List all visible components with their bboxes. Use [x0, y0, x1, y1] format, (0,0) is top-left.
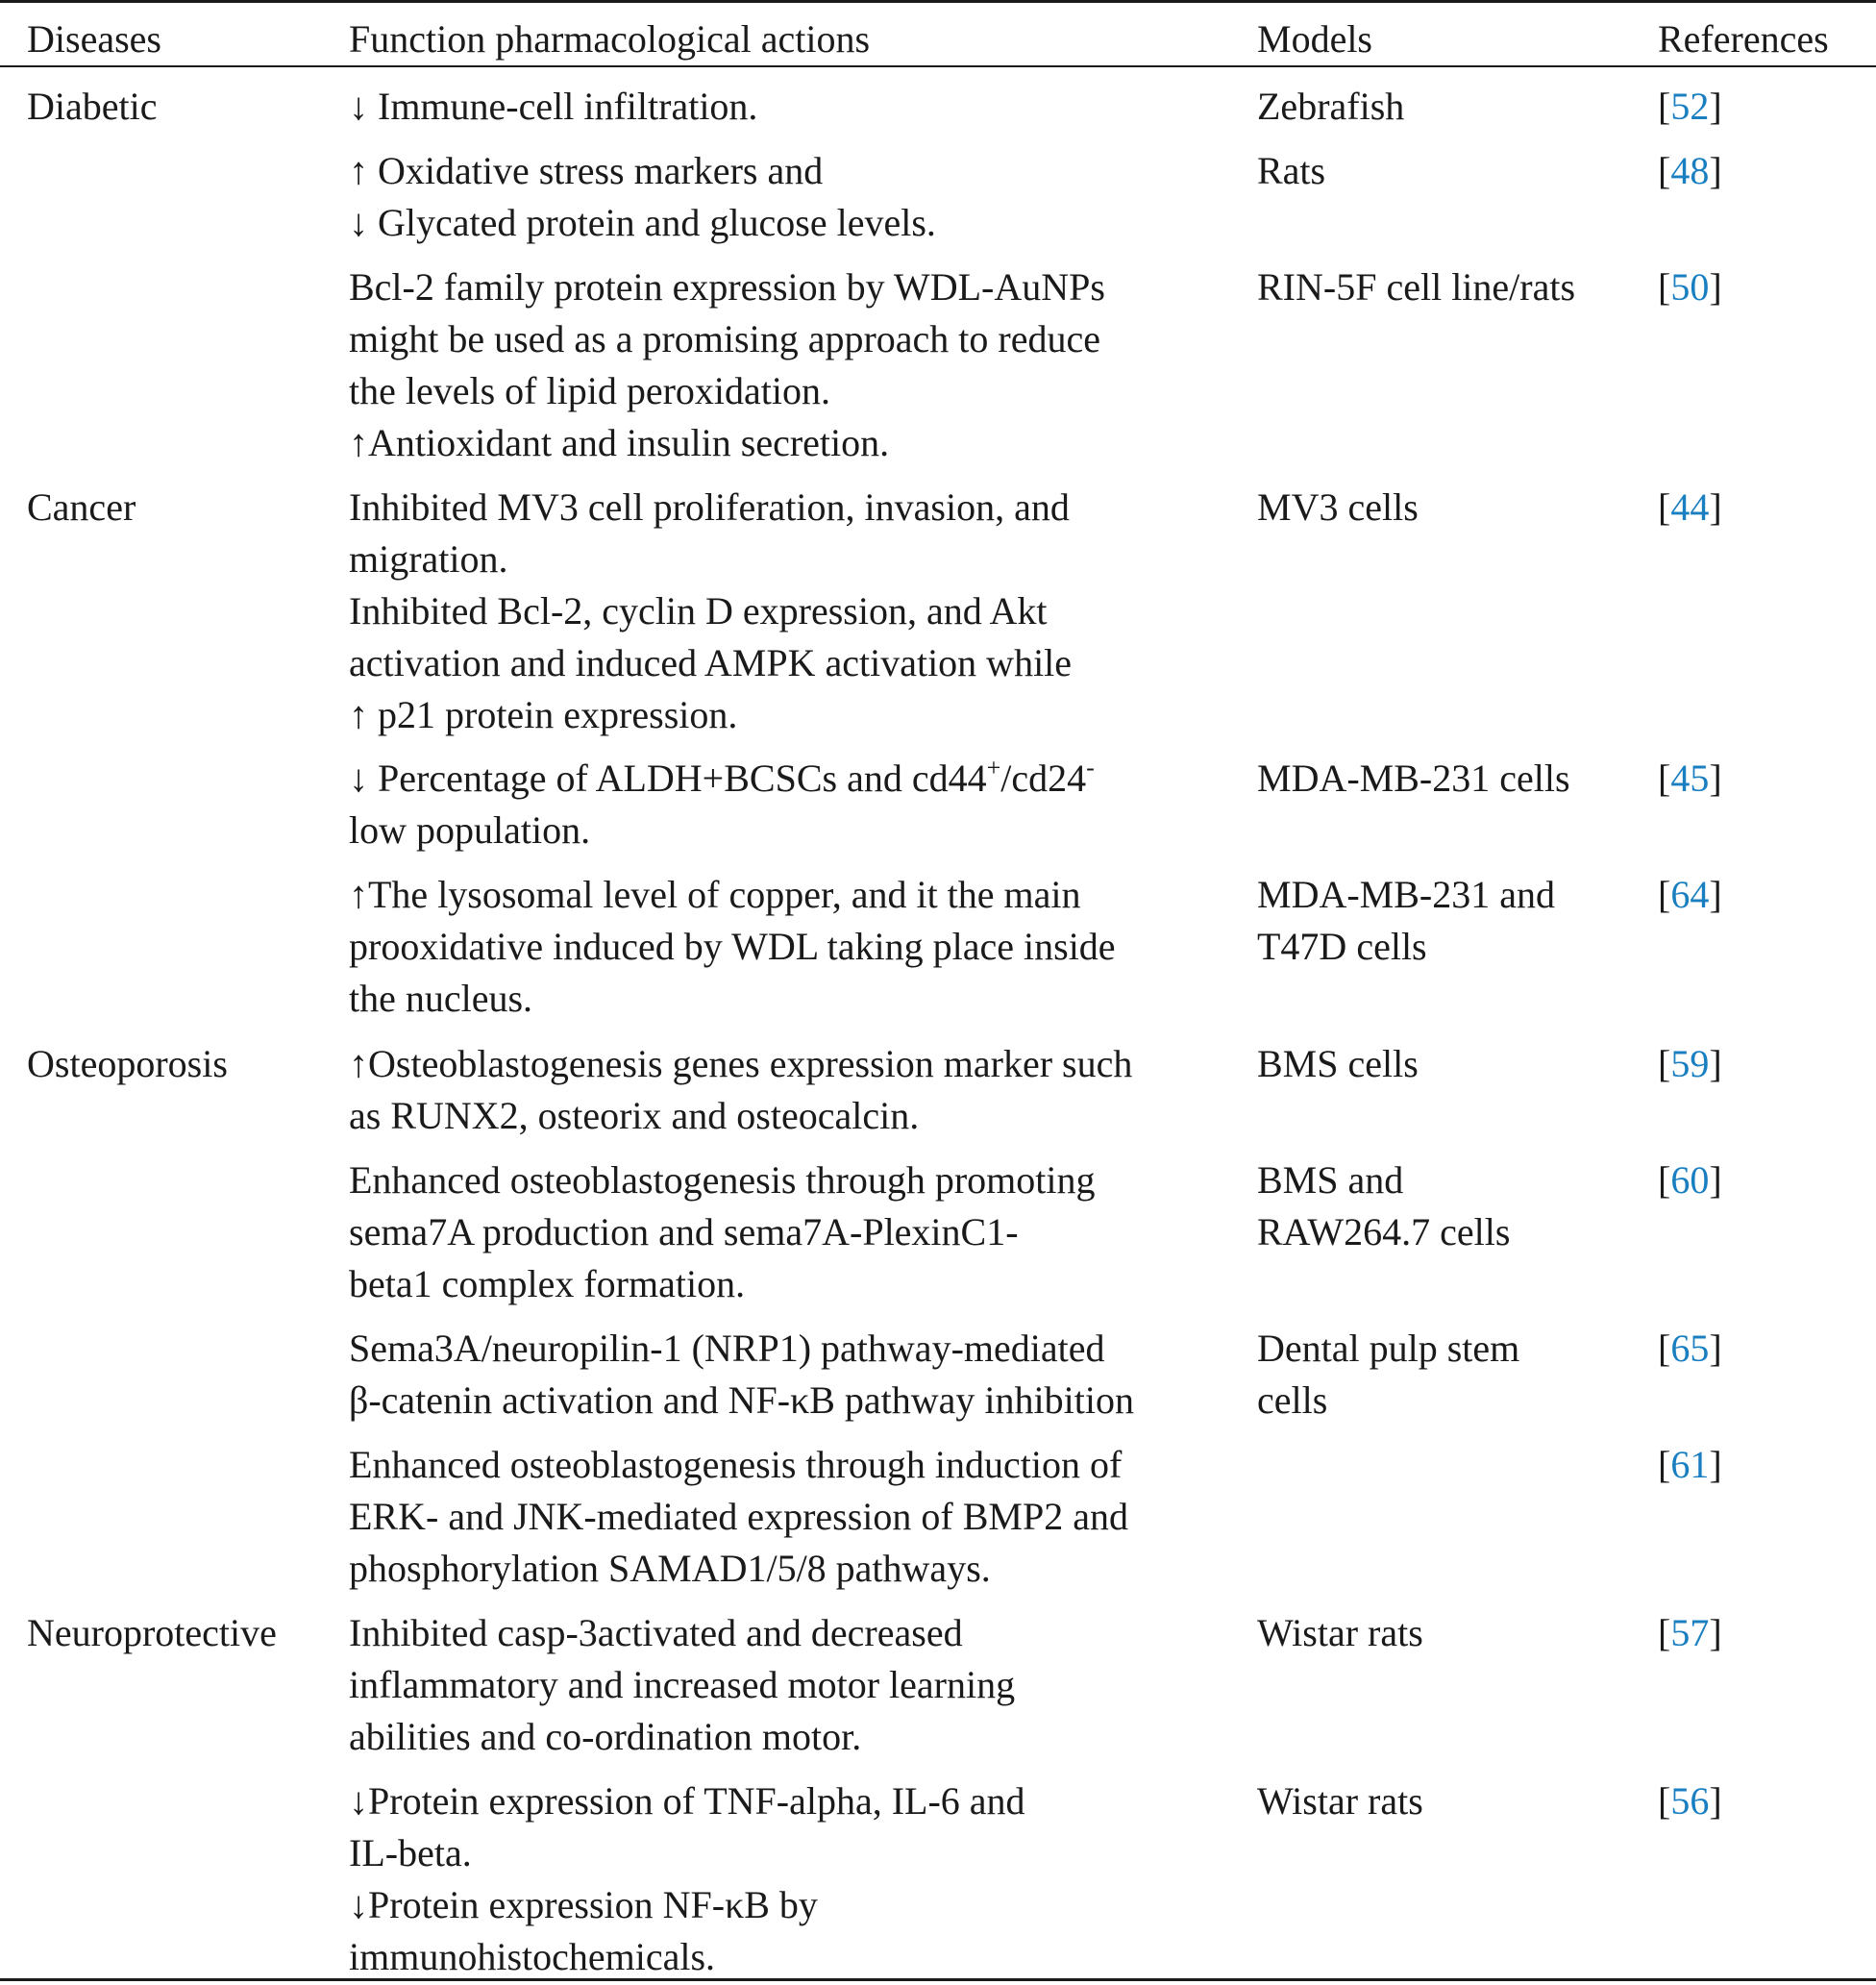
row-model: MDA-MB-231 cells [1257, 757, 1570, 800]
superscript: - [1086, 754, 1095, 782]
header-references: References [1658, 17, 1829, 61]
reference-link[interactable]: 44 [1670, 485, 1710, 529]
row-model: Wistar rats [1257, 1611, 1423, 1654]
header-diseases: Diseases [27, 17, 161, 61]
row-function [349, 753, 1243, 856]
row-function: Inhibited MV3 cell proliferation, invasion, and migration. Inhibited Bcl-2, cyclin D expression, and Akt activation and induced AMPK activation while ↑ p21 protein expression. [349, 485, 1073, 736]
reference-link[interactable]: 56 [1670, 1779, 1710, 1823]
row-model: MDA-MB-231 and T47D cells [1257, 873, 1555, 968]
row-reference[interactable]: [50] [1658, 265, 1722, 309]
row-function: ↑ Oxidative stress markers and ↓ Glycated protein and glucose levels. [349, 149, 936, 244]
row-disease: Neuroprotective [27, 1611, 277, 1654]
row-model: Dental pulp stem cells [1257, 1327, 1520, 1422]
row-reference[interactable]: [56] [1658, 1779, 1722, 1823]
row-function-text: ↓ Percentage of ALDH+BCSCs and cd44 [349, 757, 987, 800]
table-header-rule [0, 65, 1876, 67]
row-reference[interactable]: [61] [1658, 1443, 1722, 1486]
reference-link[interactable]: 52 [1670, 85, 1710, 128]
row-reference[interactable]: [60] [1658, 1158, 1722, 1202]
row-disease: Osteoporosis [27, 1042, 228, 1085]
row-reference[interactable]: [48] [1658, 149, 1722, 192]
row-reference[interactable]: [59] [1658, 1042, 1722, 1085]
reference-link[interactable]: 65 [1670, 1327, 1710, 1370]
row-model: Rats [1257, 149, 1326, 192]
reference-link[interactable]: 60 [1670, 1158, 1710, 1202]
reference-link[interactable]: 59 [1670, 1042, 1710, 1085]
row-function: Enhanced osteoblastogenesis through promoting sema7A production and sema7A-PlexinC1- beta1 complex formation. [349, 1158, 1096, 1305]
row-function: ↑Osteoblastogenesis genes expression marker such as RUNX2, osteorix and osteocalcin. [349, 1042, 1133, 1137]
row-function: ↑The lysosomal level of copper, and it the main prooxidative induced by WDL taking place inside the nucleus. [349, 873, 1116, 1020]
row-function: Inhibited casp-3activated and decreased inflammatory and increased motor learning abilities and co-ordination motor. [349, 1611, 1016, 1758]
reference-link[interactable]: 61 [1670, 1443, 1710, 1486]
row-function-text: /cd24 [1000, 757, 1087, 800]
row-reference[interactable]: [65] [1658, 1327, 1722, 1370]
row-model: Wistar rats [1257, 1779, 1423, 1823]
row-reference[interactable]: [57] [1658, 1611, 1722, 1654]
row-disease: Diabetic [27, 85, 158, 128]
row-reference[interactable]: [44] [1658, 485, 1722, 529]
reference-link[interactable]: 64 [1670, 873, 1710, 916]
row-function: Bcl-2 family protein expression by WDL-AuNPs might be used as a promising approach to reduce the levels of lipid peroxidation. ↑Antioxidant and insulin secretion. [349, 265, 1105, 464]
row-model: Zebrafish [1257, 85, 1405, 128]
row-function: Enhanced osteoblastogenesis through induction of ERK- and JNK-mediated expression of BMP2 and phosphorylation SAMAD1/5/8 pathways. [349, 1443, 1128, 1590]
header-function: Function pharmacological actions [349, 17, 871, 61]
row-reference[interactable]: [52] [1658, 85, 1722, 128]
reference-link[interactable]: 57 [1670, 1611, 1710, 1654]
row-reference[interactable]: [64] [1658, 873, 1722, 916]
table-bottom-rule [0, 1978, 1876, 1981]
row-model: BMS and RAW264.7 cells [1257, 1158, 1511, 1253]
row-model: RIN-5F cell line/rats [1257, 265, 1576, 309]
row-model: BMS cells [1257, 1042, 1419, 1085]
reference-link[interactable]: 50 [1670, 265, 1710, 309]
row-function: Sema3A/neuropilin-1 (NRP1) pathway-mediated β-catenin activation and NF-κB pathway inhibition [349, 1327, 1134, 1422]
row-function: ↓Protein expression of TNF-alpha, IL-6 and IL-beta. ↓Protein expression NF-κB by immunohistochemicals. [349, 1779, 1025, 1978]
row-model: MV3 cells [1257, 485, 1419, 529]
reference-link[interactable]: 45 [1670, 757, 1710, 800]
row-function: ↓ Immune-cell infiltration. [349, 85, 758, 128]
row-disease: Cancer [27, 485, 136, 529]
row-function-text: low population. [349, 808, 591, 852]
row-reference[interactable]: [45] [1658, 757, 1722, 800]
header-models: Models [1257, 17, 1372, 61]
reference-link[interactable]: 48 [1670, 149, 1710, 192]
table-top-rule [0, 0, 1876, 3]
superscript: + [986, 754, 1001, 782]
